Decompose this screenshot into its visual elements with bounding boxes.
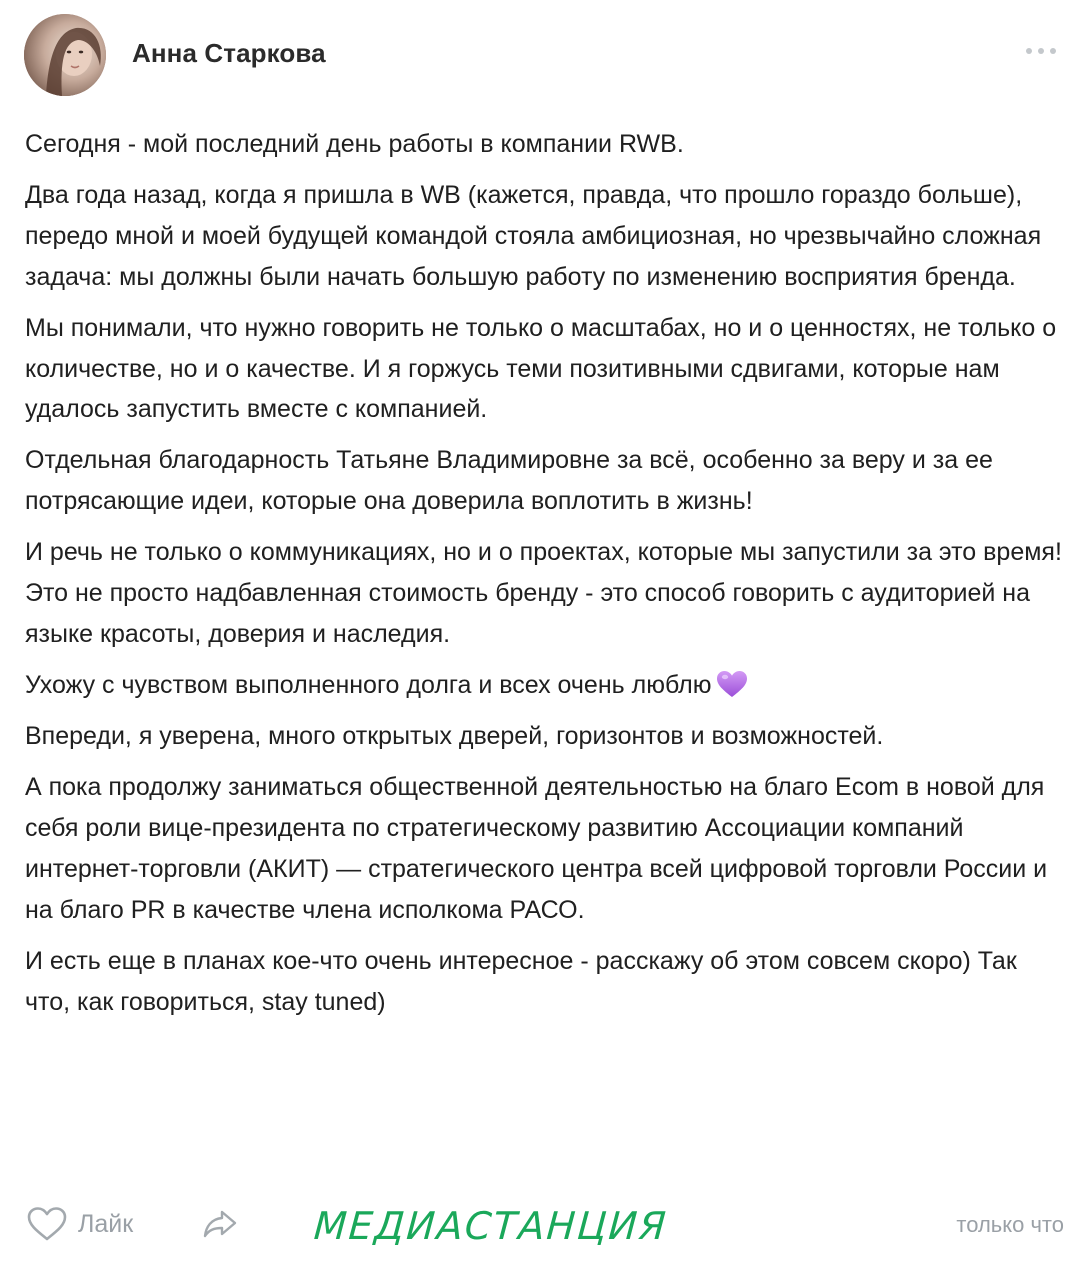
paragraph: Два года назад, когда я пришла в WB (кажется, правда, что прошло гораздо больше), передо мной и моей будущей командой стояла амбициозная, но чрезвычайно сложная задача: мы должны были начать большую работу по изменению восприятия бренда.: [25, 181, 1042, 291]
paragraph-with-emoji: [25, 665, 1065, 706]
paragraph: А пока продолжу заниматься общественной деятельностью на благо Ecom в новой для себя роли вице-президента по стратегическому развитию Ассоциации компаний интернет-торговли (АКИТ) — стратегического центра всей цифровой торговли России и на благо PR в качестве члена исполкома РАСО.: [25, 773, 1048, 924]
timestamp: только что: [956, 1212, 1064, 1237]
avatar-photo: [24, 14, 106, 96]
paragraph: И речь не только о коммуникациях, но и о проектах, которые мы запустили за это время! Это не просто надбавленная стоимость бренду - это способ говорить с аудиторией на языке красоты, доверия и наследия.: [25, 538, 1062, 648]
watermark: МЕДИАСТАНЦИЯ: [312, 1204, 670, 1248]
paragraph: Отдельная благодарность Татьяне Владимировне за всё, особенно за веру и за ее потрясающие идеи, которые она доверила воплотить в жизнь!: [25, 446, 993, 516]
more-options-icon[interactable]: [1024, 42, 1058, 60]
paragraph: И есть еще в планах кое-что очень интересное - расскажу об этом совсем скоро) Так что, как говориться, stay tuned): [25, 946, 1017, 1016]
post-header: [24, 14, 1064, 96]
heart-outline-icon: [26, 1206, 68, 1242]
post-footer: [26, 1200, 1066, 1250]
like-label: Лайк: [78, 1209, 134, 1238]
paragraph: Впереди, я уверена, много открытых дверей, горизонтов и возможностей.: [25, 722, 884, 751]
paragraph: Мы понимали, что нужно говорить не только о масштабах, но и о ценностях, не только о количестве, но и о качестве. И я горжусь теми позитивными сдвигами, которые нам удалось запустить вместе с компанией.: [25, 313, 1057, 424]
paragraph: Сегодня - мой последний день работы в компании RWB.: [25, 130, 684, 158]
paragraph-text: Ухожу с чувством выполненного долга и всех очень люблю: [25, 671, 712, 700]
author-name[interactable]: Анна Старкова: [132, 38, 326, 68]
avatar[interactable]: [24, 14, 106, 96]
share-button[interactable]: [202, 1206, 238, 1242]
post-text: [25, 124, 1065, 1033]
share-arrow-icon: [202, 1206, 238, 1242]
purple-heart-icon: [715, 669, 749, 699]
like-button[interactable]: [26, 1206, 133, 1242]
